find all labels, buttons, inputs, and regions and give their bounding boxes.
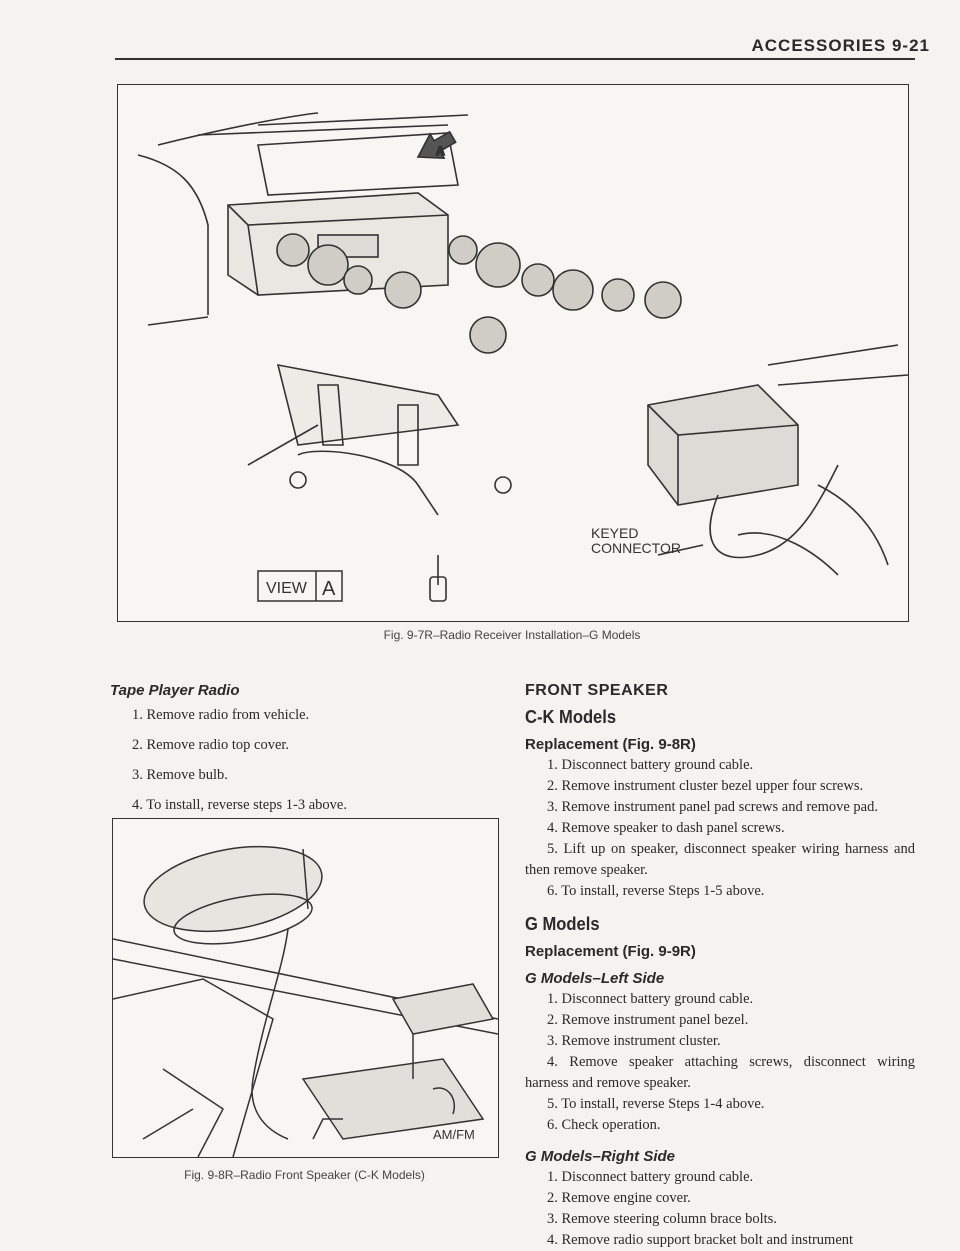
g-right-step: 1. Disconnect battery ground cable. (547, 1169, 754, 1185)
ck-models-heading: C-K Models (525, 707, 617, 727)
header-rule (115, 58, 915, 60)
g-right-heading: G Models–Right Side (525, 1148, 676, 1165)
ck-step: 4. Remove speaker to dash panel screws. (547, 820, 785, 836)
connector-label: CONNECTOR (591, 540, 681, 556)
tape-step: 1. Remove radio from vehicle. (132, 707, 310, 723)
view-label: VIEW (266, 580, 307, 597)
view-letter: A (322, 578, 336, 600)
g-right-step: 3. Remove steering column brace bolts. (547, 1211, 777, 1227)
front-speaker-illustration (113, 819, 498, 1157)
tape-step: 4. To install, reverse steps 1-3 above. (132, 797, 347, 813)
g-left-step: 5. To install, reverse Steps 1-4 above. (547, 1096, 765, 1112)
tape-step: 3. Remove bulb. (132, 767, 228, 783)
g-left-step: 3. Remove instrument cluster. (547, 1033, 721, 1049)
g-right-step: 4. Remove radio support bracket bolt and instrument (547, 1232, 854, 1248)
tape-step: 2. Remove radio top cover. (132, 737, 290, 753)
page-header: ACCESSORIES 9-21 (751, 36, 930, 55)
front-speaker-heading: FRONT SPEAKER (525, 682, 669, 699)
g-replacement-heading: Replacement (Fig. 9-9R) (525, 943, 696, 960)
g-left-heading: G Models–Left Side (525, 970, 665, 987)
tape-heading: Tape Player Radio (110, 682, 240, 699)
g-right-step: 2. Remove engine cover. (547, 1190, 691, 1206)
tape-player-section (110, 680, 500, 825)
g-left-step: 2. Remove instrument panel bezel. (547, 1012, 749, 1028)
ck-step: 5. Lift up on speaker, disconnect speaker wiring harness and then remove speaker. (525, 841, 915, 878)
ck-replacement-heading: Replacement (Fig. 9-8R) (525, 736, 696, 753)
g-models-heading: G Models (525, 914, 600, 934)
g-left-step: 1. Disconnect battery ground cable. (547, 991, 754, 1007)
arrow-label: A (436, 144, 445, 158)
g-left-step: 6. Check operation. (547, 1117, 661, 1133)
radio-receiver-illustration (118, 85, 908, 621)
amfm-label: AM/FM (433, 1127, 475, 1142)
figure-front-speaker (112, 818, 499, 1158)
ck-step: 1. Disconnect battery ground cable. (547, 757, 754, 773)
g-left-step: 4. Remove speaker attaching screws, disconnect wiring harness and remove speaker. (525, 1054, 915, 1091)
ck-step: 2. Remove instrument cluster bezel upper four screws. (547, 778, 864, 794)
figure-radio-receiver (117, 84, 909, 622)
ck-step: 3. Remove instrument panel pad screws and remove pad. (547, 799, 878, 815)
front-speaker-section (525, 680, 915, 1251)
figure2-caption: Fig. 9-8R–Radio Front Speaker (C-K Models) (184, 1168, 425, 1182)
ck-step: 6. To install, reverse Steps 1-5 above. (547, 883, 765, 899)
keyed-label: KEYED (591, 525, 639, 541)
figure1-caption: Fig. 9-7R–Radio Receiver Installation–G Models (383, 628, 641, 642)
